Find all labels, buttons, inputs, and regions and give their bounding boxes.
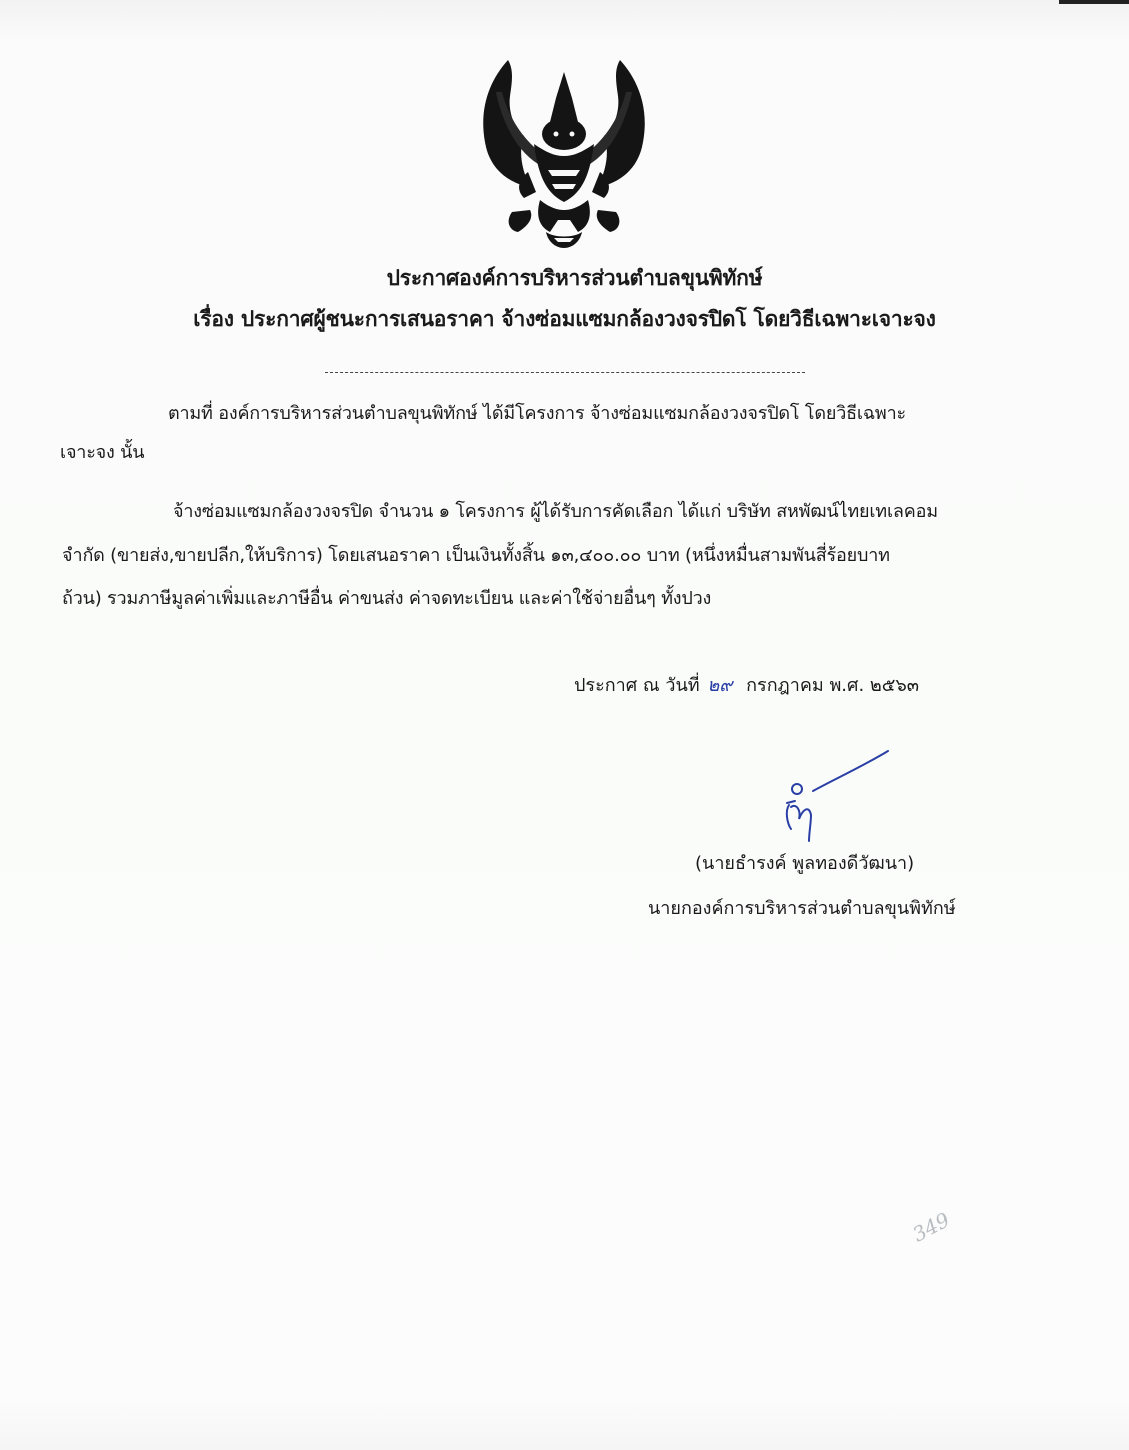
paragraph-2-line-2: จำกัด (ขายส่ง,ขายปลีก,ให้บริการ) โดยเสนอราคา เป็นเงินทั้งสิ้น ๑๓,๔๐๐.๐๐ บาท (หนึ่งหมื่นสามพันสี่ร้อยบาท bbox=[62, 545, 890, 566]
handwritten-signature bbox=[775, 745, 900, 845]
paragraph-2-line-1: จ้างซ่อมแซมกล้องวงจรปิด จำนวน ๑ โครงการ ผู้ได้รับการคัดเลือก ได้แก่ บริษัท สหพัฒน์ไทยเทเลคอม bbox=[173, 501, 938, 522]
announcement-date bbox=[574, 670, 919, 699]
paragraph-1-line-1: ตามที่ องค์การบริหารส่วนตำบลขุนพิทักษ์ ได้มีโครงการ จ้างซ่อมแซมกล้องวงจรปิดโ โดยวิธีเฉพาะ bbox=[168, 403, 906, 424]
separator-line bbox=[325, 372, 805, 373]
garuda-emblem bbox=[478, 52, 650, 252]
paragraph-2-line-3: ถ้วน) รวมภาษีมูลค่าเพิ่มและภาษีอื่น ค่าขนส่ง ค่าจดทะเบียน และค่าใช้จ่ายอื่นๆ ทั้งปวง bbox=[62, 588, 712, 609]
pencil-annotation: 349 bbox=[908, 1207, 954, 1247]
announcement-title: ประกาศองค์การบริหารส่วนตำบลขุนพิทักษ์ bbox=[386, 266, 763, 290]
announcement-subject: เรื่อง ประกาศผู้ชนะการเสนอราคา จ้างซ่อมแซมกล้องวงจรปิดโ โดยวิธีเฉพาะเจาะจง bbox=[193, 307, 936, 331]
signer-title: นายกองค์การบริหารส่วนตำบลขุนพิทักษ์ bbox=[648, 898, 956, 919]
handwritten-day: ๒๙ bbox=[707, 675, 733, 696]
signer-name: (นายธำรงค์ พูลทองดีวัฒนา) bbox=[695, 853, 915, 874]
date-prefix: ประกาศ ณ วันที่ bbox=[574, 675, 700, 696]
date-month-year: กรกฎาคม พ.ศ. ๒๕๖๓ bbox=[746, 675, 920, 696]
paragraph-1-line-2: เจาะจง นั้น bbox=[60, 442, 145, 463]
scan-edge-mark bbox=[1059, 0, 1129, 4]
